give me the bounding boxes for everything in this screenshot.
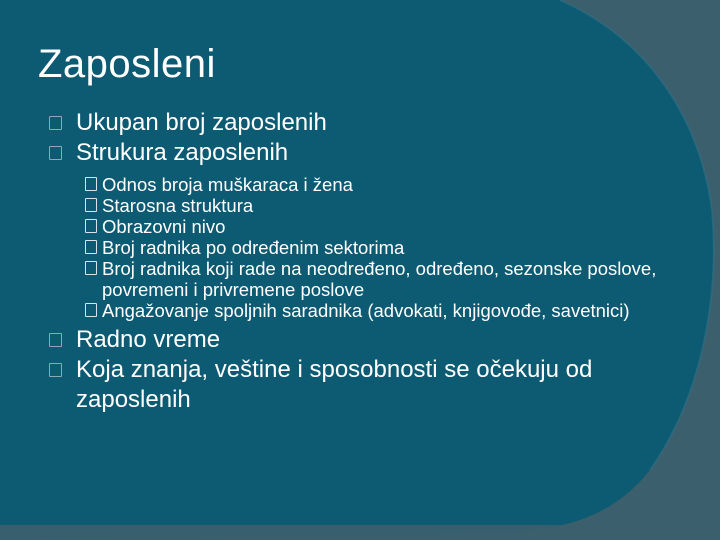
- sub-bullet-list: [48, 174, 688, 321]
- sub-list-item-text: Odnos broja muškaraca i žena: [102, 174, 353, 195]
- sub-list-item: [84, 216, 688, 237]
- square-bullet-icon: [85, 261, 97, 275]
- square-bullet-icon: [85, 219, 97, 233]
- list-item: [48, 355, 688, 415]
- slide-title: Zaposleni: [38, 42, 216, 86]
- square-bullet-icon: [85, 303, 97, 317]
- sub-list-item-text: Broj radnika po određenim sektorima: [102, 237, 405, 258]
- sub-list-item: [84, 174, 688, 195]
- list-item: [48, 138, 688, 168]
- square-bullet-icon: [49, 333, 62, 347]
- sub-list-item-text: Broj radnika koji rade na neodređeno, određeno, sezonske poslove, povremeni i privremene poslove: [102, 258, 657, 300]
- square-bullet-icon: [49, 363, 62, 377]
- list-item-text: Radno vreme: [76, 326, 221, 353]
- list-item: [48, 325, 688, 355]
- list-item-text: Koja znanja, veštine i sposobnosti se očekuju od zaposlenih: [76, 356, 593, 413]
- list-item-text: Ukupan broj zaposlenih: [76, 109, 327, 136]
- sub-list-item: [84, 195, 688, 216]
- sub-list-item: [84, 237, 688, 258]
- list-item: [48, 108, 688, 138]
- sub-list-item-text: Starosna struktura: [102, 195, 254, 216]
- square-bullet-icon: [85, 198, 97, 212]
- bullet-list: [48, 108, 688, 415]
- square-bullet-icon: [49, 146, 62, 160]
- square-bullet-icon: [49, 116, 62, 130]
- list-item-text: Strukura zaposlenih: [76, 139, 289, 166]
- sub-list-item-text: Obrazovni nivo: [102, 216, 226, 237]
- sub-list-item: [84, 258, 688, 300]
- square-bullet-icon: [85, 240, 97, 254]
- sub-list-item: [84, 300, 688, 321]
- square-bullet-icon: [85, 177, 97, 191]
- sub-list-item-text: Angažovanje spoljnih saradnika (advokati, knjigovođe, savetnici): [102, 300, 630, 321]
